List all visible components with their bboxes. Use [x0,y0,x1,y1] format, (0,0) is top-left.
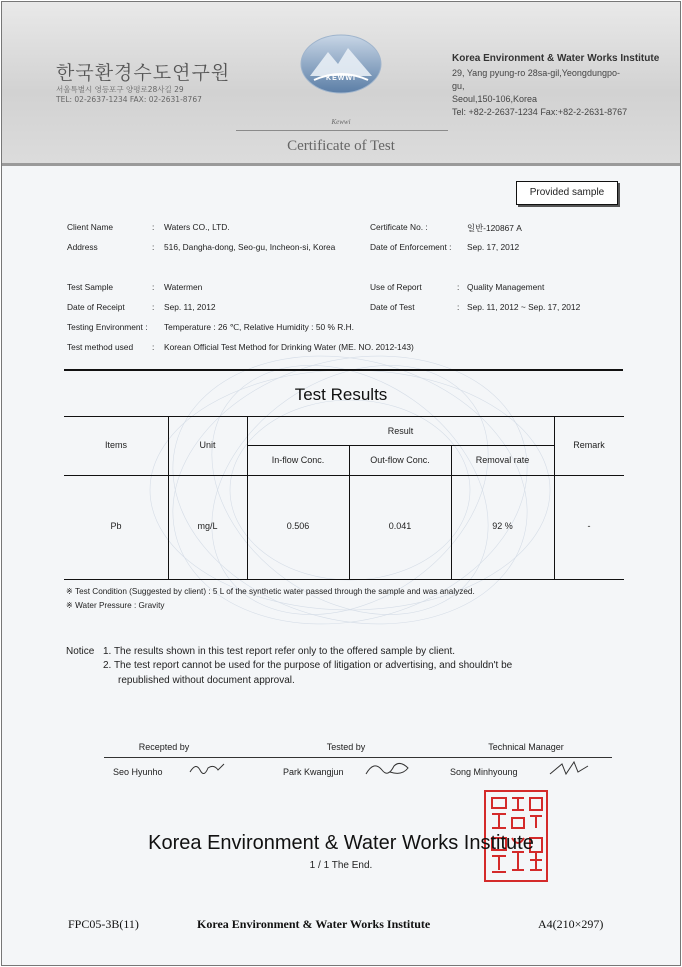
form-code: FPC05-3B(11) [68,917,139,931]
header-inflow: In-flow Conc. [271,455,325,465]
technical-manager-label: Technical Manager [488,742,564,752]
results-table [64,416,624,580]
signature-rule [104,757,612,758]
test-sample-value: Watermen [164,282,203,292]
signature-scribble-icon [364,758,412,780]
certificate-number-value: 일반-120867 A [467,223,522,233]
test-date-value: Sep. 11, 2012 ~ Sep. 17, 2012 [467,302,581,312]
testing-environment-value: Temperature : 26 ℃, Relative Humidity : 50 % R.H. [164,322,355,332]
test-condition-note: ※ Test Condition (Suggested by client) : 5 L of the synthetic water passed through the sample and was analyzed. [66,587,475,596]
institute-logo-icon [300,34,382,94]
test-method-value: Korean Official Test Method for Drinking Water (ME. NO. 2012-143) [164,342,414,352]
notice-item-1: 1. The results shown in this test report refer only to the offered sample by client. [103,646,456,657]
logo-caption: Kewwi [331,118,351,126]
notice-label: Notice [66,646,95,657]
colon-separator: : [152,342,155,352]
english-institute-name: Korea Environment & Water Works Institute [452,53,660,64]
row-outflow: 0.041 [388,521,412,531]
signature-scribble-icon [548,758,590,780]
letterhead-divider [2,163,680,166]
korean-institute-name: 한국환경수도연구원 [56,62,231,84]
colon-separator: : [152,222,155,232]
certificate-title: Certificate of Test [287,138,395,154]
notice-item-2: 2. The test report cannot be used for the purpose of litigation or advertising, and shouldn't be [103,660,513,671]
english-address [452,67,632,119]
colon-separator: : [152,242,155,252]
title-ornament-line [236,130,448,131]
address-value: 516, Dangha-dong, Seo-gu, Incheon-si, Korea [164,242,336,252]
row-inflow: 0.506 [286,521,310,531]
receipt-date-label: Date of Receipt [67,302,125,312]
korean-address [56,85,202,105]
page-end-marker: 1 / 1 The End. [309,860,373,871]
header-removal: Removal rate [475,455,530,465]
notice-item-2-continued: republished without document approval. [118,675,295,686]
english-contact-line: Tel: +82-2-2637-1234 Fax:+82-2-2631-8767 [452,107,628,117]
client-name-label: Client Name [67,222,114,232]
testing-environment-label: Testing Environment : [67,322,148,332]
row-item: Pb [110,521,122,531]
paper-size: A4(210×297) [538,917,604,931]
test-method-label: Test method used [67,342,134,352]
korean-contact-line: TEL: 02-2637-1234 FAX: 02-2631-8767 [56,95,202,104]
address-label: Address [67,242,98,252]
form-institute-name: Korea Environment & Water Works Institute [197,917,431,931]
report-use-label: Use of Report [370,282,422,292]
test-sample-label: Test Sample [67,282,114,292]
recepted-by-name: Seo Hyunho [113,767,163,777]
section-rule [64,369,623,371]
signature-scribble-icon [188,758,226,780]
header-outflow: Out-flow Conc. [370,455,430,465]
tested-by-name: Park Kwangjun [283,767,344,777]
enforcement-date-value: Sep. 17, 2012 [467,242,520,252]
receipt-date-value: Sep. 11, 2012 [164,302,216,312]
test-date-label: Date of Test [370,302,415,312]
tested-by-label: Tested by [326,742,366,752]
colon-separator: : [152,282,155,292]
report-use-value: Quality Management [467,282,545,292]
provided-sample-badge: Provided sample [516,181,618,205]
footer-institute-name: Korea Environment & Water Works Institute [148,832,534,854]
header-items: Items [104,440,127,450]
water-pressure-note: ※ Water Pressure : Gravity [66,601,165,610]
client-name-value: Waters CO., LTD. [164,222,230,232]
english-city-line: Seoul,150-106,Korea [452,94,538,104]
header-result: Result [387,426,414,436]
technical-manager-name: Song Minhyoung [450,767,518,777]
recepted-by-label: Recepted by [138,742,190,752]
korean-address-line: 서울특별시 영등포구 양평로28사길 29 [56,85,184,94]
colon-separator: : [457,282,460,292]
test-results-title: Test Results [294,385,388,404]
row-remark: - [587,521,591,531]
logo-text: KEWWI [326,75,356,82]
enforcement-date-label: Date of Enforcement : [370,242,452,252]
certificate-number-label: Certificate No. : [370,222,428,232]
header-unit: Unit [199,440,216,450]
row-unit: mg/L [197,521,218,531]
colon-separator: : [152,302,155,312]
header-remark: Remark [573,440,605,450]
row-removal: 92 % [492,521,513,531]
colon-separator: : [457,302,460,312]
english-address-line: 29, Yang pyung-ro 28sa-gil,Yeongdungpo-gu, [452,68,620,91]
